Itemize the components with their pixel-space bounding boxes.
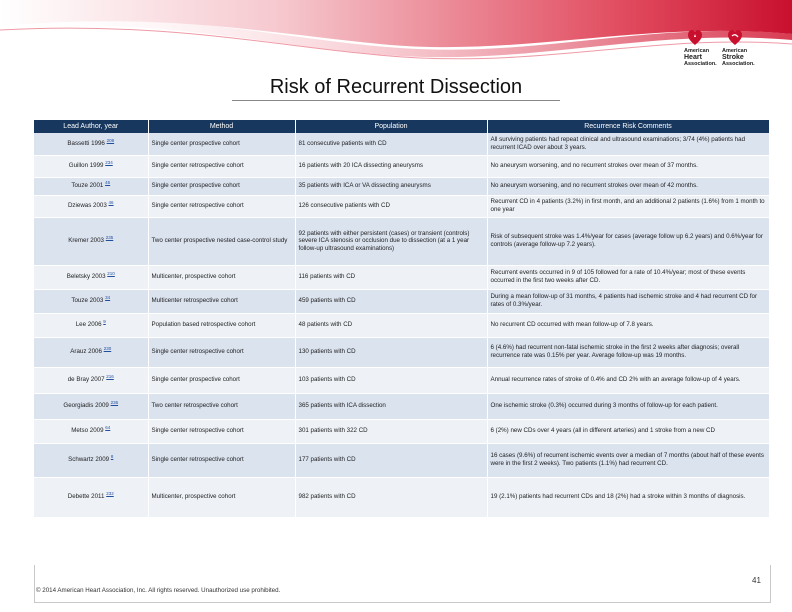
header-lead-author: Lead Author, year [34,120,148,133]
table-row [34,443,769,477]
cell-population: 301 patients with 322 CD [295,419,487,443]
cell-comments: No recurrent CD occurred with mean follow-up of 7.8 years. [487,313,769,337]
cell-method: Single center retrospective cohort [148,337,295,367]
cell-comments: 19 (2.1%) patients had recurrent CDs and 18 (2%) had a stroke within 3 months of diagnosis. [487,477,769,517]
author-name: Georgiadis 2009 [63,402,109,410]
reference-link[interactable]: 34 [105,295,111,301]
cell-method: Single center retrospective cohort [148,155,295,177]
asa-logo-text [722,48,755,67]
cell-comments: Recurrent CD in 4 patients (3.2%) in first month, and an additional 2 patients (1.6%) from 1 month to one year [487,195,769,217]
cell-population: 459 patients with CD [295,289,487,313]
reference-link[interactable]: 64 [105,425,111,431]
cell-method: Two center prospective nested case-control study [148,217,295,265]
cell-method: Single center retrospective cohort [148,443,295,477]
author-name: Schwartz 2009 [68,456,110,464]
table-row [34,477,769,517]
table-body [34,133,769,517]
page-number: 41 [752,576,761,585]
table-row [34,195,769,217]
cell-lead-author [34,133,148,155]
cell-population: 81 consecutive patients with CD [295,133,487,155]
cell-method: Multicenter, prospective cohort [148,265,295,289]
table-row [34,265,769,289]
table-row [34,155,769,177]
header-method: Method [148,120,295,133]
reference-link[interactable]: 232 [106,491,114,497]
header-comments: Recurrence Risk Comments [487,120,769,133]
cell-comments: Recurrent events occurred in 9 of 105 followed for a rate of 10.4%/year; most of these events occurred in the first two weeks after CD. [487,265,769,289]
cell-method: Multicenter retrospective cohort [148,289,295,313]
cell-comments: 6 (4.6%) had recurrent non-fatal ischemic stroke in the first 2 weeks after diagnosis; overall recurrence rate was 0.15% per year. Average follow-up was 19 months. [487,337,769,367]
reference-link[interactable]: 208 [106,137,115,143]
cell-population: 126 consecutive patients with CD [295,195,487,217]
reference-link[interactable]: 236 [110,400,119,406]
table-row [34,217,769,265]
cell-lead-author [34,155,148,177]
table-row [34,419,769,443]
asa-line-2: Stroke [722,54,744,61]
reference-link[interactable]: 235 [105,235,114,241]
reference-link[interactable]: 45 [105,180,111,186]
table-row [34,177,769,195]
cell-population: 16 patients with 20 ICA dissecting aneurysms [295,155,487,177]
asa-line-3: Association. [722,61,755,67]
slide-title: Risk of Recurrent Dissection [269,76,523,98]
cell-population: 365 patients with ICA dissection [295,393,487,419]
table-header-row [34,120,769,133]
red-wave-graphic [0,0,792,72]
cell-population: 177 patients with CD [295,443,487,477]
cell-comments: All surviving patients had repeat clinical and ultrasound examinations; 3/74 (4%) patients had recurrent ICAD over about 3 years. [487,133,769,155]
author-name: Debette 2011 [67,493,105,501]
cell-comments: 16 cases (9.6%) of recurrent ischemic events over a median of 7 months (about half of these events were in the first 2 weeks). Two patients (1.1%) had recurrent CD. [487,443,769,477]
cell-population: 92 patients with either persistent (cases) or transient (controls) severe ICA stenosis or occlusion due to dissection (at a 1 year follow-up ultrasound examinations) [295,217,487,265]
heart-torch-icon [688,30,702,46]
cell-method: Population based retrospective cohort [148,313,295,337]
aha-asa-logo [682,30,764,74]
table-row [34,289,769,313]
recurrence-table [34,120,770,518]
cell-comments: Risk of subsequent stroke was 1.4%/year for cases (average follow up 6.2 years) and 0.6%/year for controls (average follow-up 7.2 years). [487,217,769,265]
table-frame-bottom [34,565,771,603]
cell-method: Single center retrospective cohort [148,195,295,217]
cell-lead-author [34,313,148,337]
table-row [34,393,769,419]
cell-lead-author [34,177,148,195]
title-underline [232,100,560,101]
asa-line-1: American [722,48,748,54]
reference-link[interactable]: 46 [108,200,114,206]
cell-lead-author [34,265,148,289]
cell-lead-author [34,443,148,477]
cell-population: 116 patients with CD [295,265,487,289]
table-row [34,367,769,393]
author-name: Bassetti 1996 [67,139,105,147]
aha-line-1: American [684,48,710,54]
author-name: Lee 2006 [75,321,102,329]
cell-population: 103 patients with CD [295,367,487,393]
copyright-footer: © 2014 American Heart Association, Inc. All rights reserved. Unauthorized use prohibited. [36,587,281,594]
cell-population: 48 patients with CD [295,313,487,337]
cell-method: Multicenter, prospective cohort [148,477,295,517]
author-name: Touze 2003 [71,297,104,305]
reference-link[interactable]: 8 [110,454,114,460]
stroke-heart-icon [728,30,742,46]
cell-population: 130 patients with CD [295,337,487,367]
table-row [34,313,769,337]
header-population: Population [295,120,487,133]
cell-comments: One ischemic stroke (0.3%) occurred during 3 months of follow-up for each patient. [487,393,769,419]
aha-line-2: Heart [684,54,702,61]
author-name: de Bray 2007 [67,376,105,384]
author-name: Beletsky 2003 [66,273,106,281]
cell-population: 35 patients with ICA or VA dissecting aneurysms [295,177,487,195]
table-row [34,133,769,155]
cell-lead-author [34,195,148,217]
cell-method: Single center prospective cohort [148,177,295,195]
aha-logo-text [684,48,717,67]
cell-lead-author [34,477,148,517]
cell-comments: No aneurysm worsening, and no recurrent strokes over mean of 42 months. [487,177,769,195]
cell-method: Single center prospective cohort [148,367,295,393]
reference-link[interactable]: 9 [103,319,106,325]
cell-method: Two center retrospective cohort [148,393,295,419]
cell-lead-author [34,393,148,419]
aha-line-3: Association. [684,61,717,67]
cell-lead-author [34,419,148,443]
cell-lead-author [34,289,148,313]
cell-comments: Annual recurrence rates of stroke of 0.4% and CD 2% with an average follow-up of 4 years. [487,367,769,393]
reference-link[interactable]: 234 [105,160,113,166]
cell-population: 982 patients with CD [295,477,487,517]
header-band [0,0,792,72]
table-row [34,337,769,367]
author-name: Arauz 2006 [70,348,102,356]
author-name: Kremer 2003 [68,237,105,245]
cell-method: Single center prospective cohort [148,133,295,155]
reference-link[interactable]: 216 [106,374,114,380]
cell-comments: 6 (2%) new CDs over 4 years (all in different arteries) and 1 stroke from a new CD [487,419,769,443]
cell-lead-author [34,367,148,393]
cell-comments: During a mean follow-up of 31 months, 4 patients had ischemic stroke and 4 had recurrent CD for rates of 0.3%/year. [487,289,769,313]
author-name: Metso 2009 [71,427,104,435]
author-name: Touze 2001 [71,182,104,190]
cell-comments: No aneurysm worsening, and no recurrent strokes over mean of 37 months. [487,155,769,177]
author-name: Dziewas 2003 [67,202,107,210]
author-name: Guillon 1999 [68,162,104,170]
reference-link[interactable]: 210 [107,271,115,277]
cell-lead-author [34,217,148,265]
reference-link[interactable]: 230 [103,346,112,352]
cell-method: Single center retrospective cohort [148,419,295,443]
cell-lead-author [34,337,148,367]
